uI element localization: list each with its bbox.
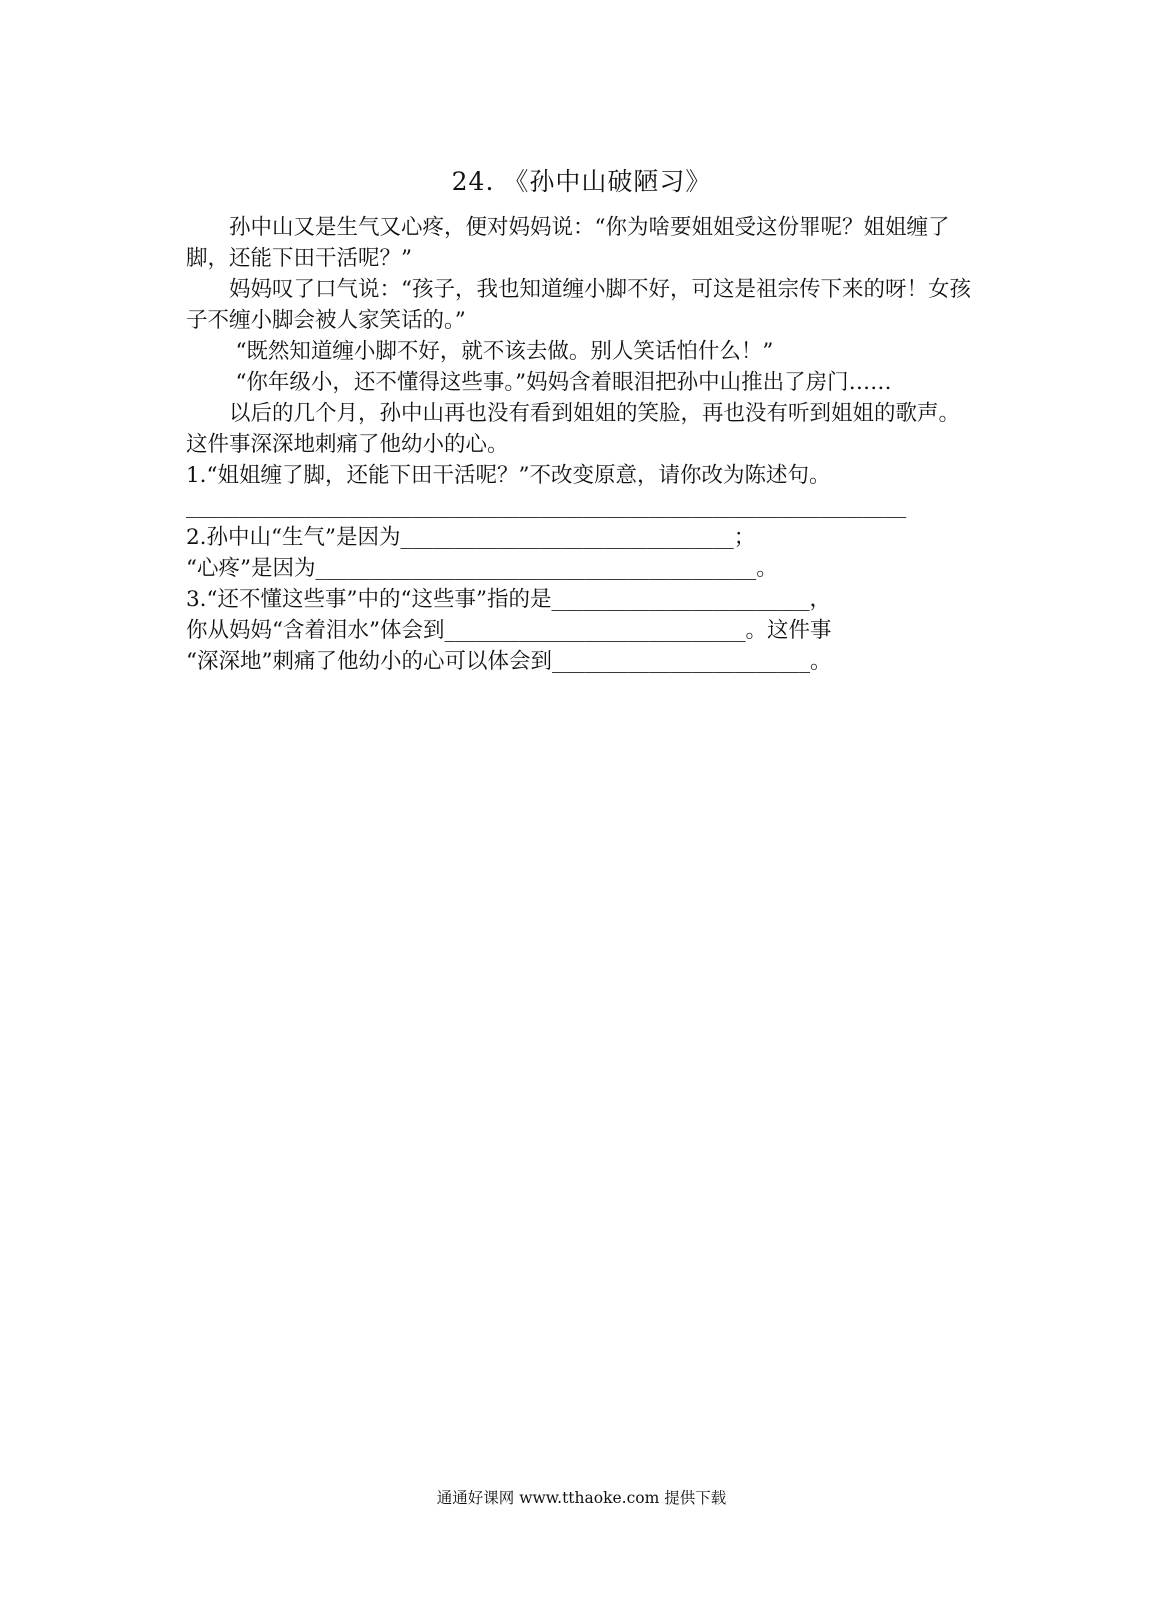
passage-body	[186, 212, 976, 677]
question-2-line-1: 2.孙中山“生气”是因为_______________________________；	[186, 525, 756, 550]
question-3-line-1: 3.“还不懂这些事”中的“这些事”指的是________________________，	[186, 587, 831, 612]
question-1: 1.“姐姐缠了脚，还能下田干活呢？”不改变原意，请你改为陈述句。	[186, 463, 831, 488]
passage-paragraph-4: “你年级小，还不懂得这些事。”妈妈含着眼泪把孙中山推出了房门……	[235, 370, 892, 395]
question-3-line-3: “深深地”刺痛了他幼小的心可以体会到________________________。	[186, 649, 832, 674]
passage-paragraph-5: 以后的几个月，孙中山再也没有看到姐姐的笑脸，再也没有听到姐姐的歌声。这件事深深地刺痛了他幼小的心。	[186, 401, 961, 457]
footer-credit: 通通好课网 www.tthaoke.com 提供下载	[436, 1489, 727, 1507]
passage-paragraph-2: 妈妈叹了口气说：“孩子，我也知道缠小脚不好，可这是祖宗传下来的呀！女孩子不缠小脚会被人家笑话的。”	[186, 277, 971, 333]
question-2-line-2: “心疼”是因为_________________________________________。	[186, 556, 778, 581]
page-title: 24. 《孙中山破陋习》	[451, 167, 712, 196]
question-1-answer-line: ___________________________________________________________________	[186, 494, 907, 519]
passage-paragraph-3: “既然知道缠小脚不好，就不该去做。别人笑话怕什么！”	[235, 339, 774, 364]
passage-paragraph-1: 孙中山又是生气又心疼，便对妈妈说：“你为啥要姐姐受这份罪呢？姐姐缠了脚，还能下田干活呢？”	[186, 215, 950, 271]
question-3-line-2: 你从妈妈“含着泪水”体会到____________________________。这件事	[186, 618, 832, 643]
